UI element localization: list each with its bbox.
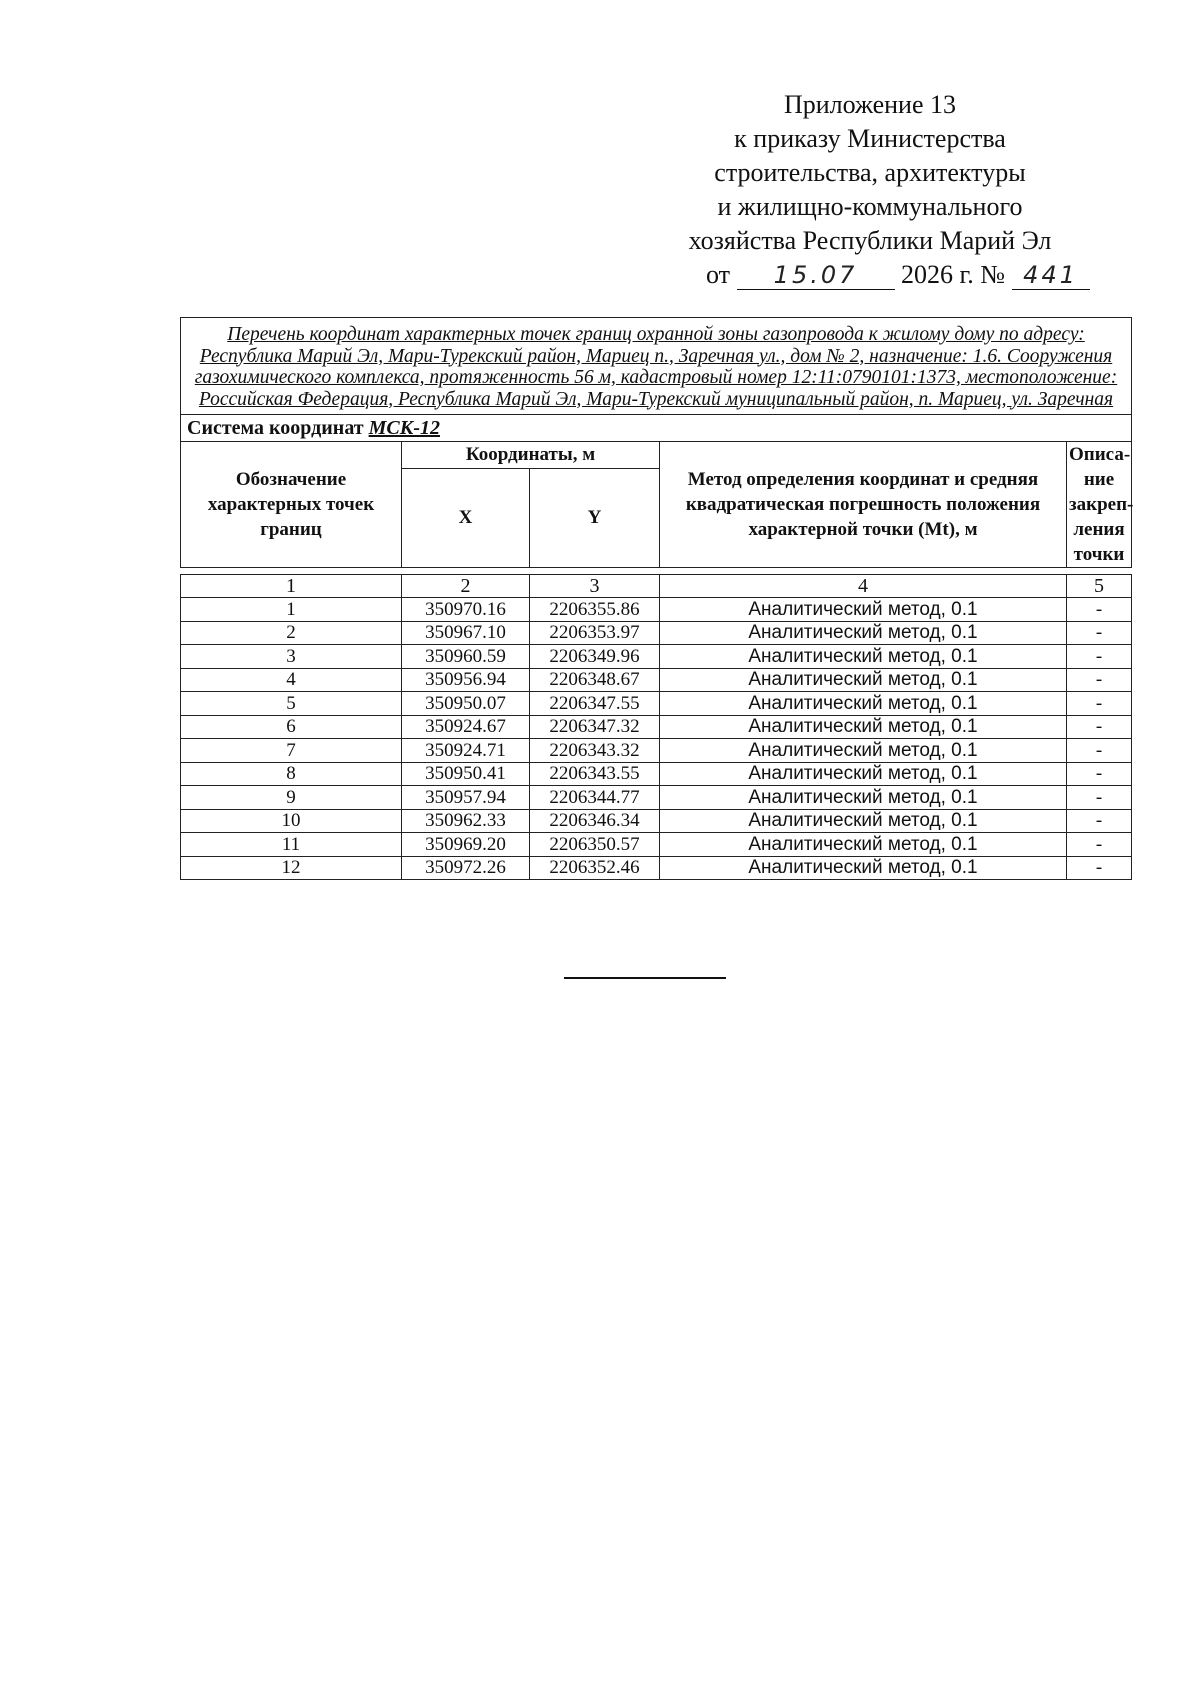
column-number: 4	[660, 575, 1067, 598]
x-coordinate-cell: 350970.16	[402, 598, 530, 622]
method-cell: Аналитический метод, 0.1	[660, 762, 1067, 786]
x-coordinate-cell: 350950.07	[402, 692, 530, 716]
method-cell: Аналитический метод, 0.1	[660, 645, 1067, 669]
method-cell: Аналитический метод, 0.1	[660, 809, 1067, 833]
point-cell: 9	[181, 786, 402, 810]
handwritten-date: 15.07	[737, 261, 895, 290]
x-coordinate-cell: 350969.20	[402, 833, 530, 857]
handwritten-order-number: 441	[1012, 261, 1090, 290]
column-number: 1	[181, 575, 402, 598]
y-coordinate-cell: 2206347.32	[530, 715, 660, 739]
point-cell: 12	[181, 856, 402, 880]
column-number: 5	[1067, 575, 1132, 598]
description-cell: -	[1067, 739, 1132, 763]
appendix-title: Приложение 13	[783, 90, 957, 119]
header-coordinates: Координаты, м	[402, 442, 660, 469]
table-row	[181, 786, 1132, 810]
appendix-ministry-line: строительства, архитектуры	[714, 158, 1026, 187]
description-cell: -	[1067, 762, 1132, 786]
table-caption: Перечень координат характерных точек границ охранной зоны газопровода к жилому дому по адресу: Республика Марий Эл, Мари-Турекский район, Мариец п., Заречная ул., дом № 2, назначение: 1.6. Сооружения газохимического комплекса, протяженность 56 м, кадастровый номер 12:11:0790101:1373, местоположение: Российская Федерация, Республика Марий Эл, Мари-Турекский муниципальный район, п. Мариец, ул. Заречная	[181, 318, 1132, 415]
table-row	[181, 645, 1132, 669]
point-cell: 4	[181, 668, 402, 692]
column-number: 2	[402, 575, 530, 598]
table-row	[181, 715, 1132, 739]
x-coordinate-cell: 350950.41	[402, 762, 530, 786]
column-number: 3	[530, 575, 660, 598]
description-cell: -	[1067, 621, 1132, 645]
method-cell: Аналитический метод, 0.1	[660, 786, 1067, 810]
header-gap	[181, 568, 1132, 575]
coordinate-system-label: Система координат	[187, 416, 364, 439]
y-coordinate-cell: 2206349.96	[530, 645, 660, 669]
description-cell: -	[1067, 645, 1132, 669]
header-x: X	[402, 468, 530, 567]
point-cell: 3	[181, 645, 402, 669]
column-number-row	[181, 575, 1132, 598]
appendix-ministry-line-2: и жилищно-коммунального	[717, 192, 1023, 221]
end-divider	[564, 977, 726, 979]
description-cell: -	[1067, 833, 1132, 857]
description-cell: -	[1067, 856, 1132, 880]
description-cell: -	[1067, 668, 1132, 692]
coordinate-system-row	[181, 415, 1132, 442]
table-row	[181, 621, 1132, 645]
table-row	[181, 809, 1132, 833]
point-cell: 1	[181, 598, 402, 622]
header-row-1	[181, 442, 1132, 469]
x-coordinate-cell: 350972.26	[402, 856, 530, 880]
point-cell: 2	[181, 621, 402, 645]
order-date-line	[640, 258, 1100, 292]
x-coordinate-cell: 350924.67	[402, 715, 530, 739]
y-coordinate-cell: 2206353.97	[530, 621, 660, 645]
header-method: Метод определения координат и средняя квадратическая погрешность положения характерной точки (Mt), м	[660, 442, 1067, 568]
header-point: Обозначение характерных точек границ	[181, 442, 402, 568]
point-cell: 6	[181, 715, 402, 739]
appendix-order-line: к приказу Министерства	[734, 124, 1006, 153]
point-cell: 8	[181, 762, 402, 786]
x-coordinate-cell: 350924.71	[402, 739, 530, 763]
caption-row	[181, 318, 1132, 415]
appendix-ministry-line-3: хозяйства Республики Марий Эл	[688, 226, 1052, 255]
table-row	[181, 833, 1132, 857]
description-cell: -	[1067, 809, 1132, 833]
header-y: Y	[530, 468, 660, 567]
y-coordinate-cell: 2206347.55	[530, 692, 660, 716]
x-coordinate-cell: 350960.59	[402, 645, 530, 669]
point-cell: 11	[181, 833, 402, 857]
y-coordinate-cell: 2206346.34	[530, 809, 660, 833]
header-description: Описа-ние закреп-ления точки	[1067, 442, 1132, 568]
table-row	[181, 668, 1132, 692]
x-coordinate-cell: 350962.33	[402, 809, 530, 833]
method-cell: Аналитический метод, 0.1	[660, 668, 1067, 692]
table-row	[181, 598, 1132, 622]
method-cell: Аналитический метод, 0.1	[660, 692, 1067, 716]
description-cell: -	[1067, 786, 1132, 810]
header-gap-cell	[181, 568, 1132, 575]
year-label: 2026 г. №	[901, 260, 1006, 289]
table-row	[181, 692, 1132, 716]
point-cell: 10	[181, 809, 402, 833]
method-cell: Аналитический метод, 0.1	[660, 739, 1067, 763]
y-coordinate-cell: 2206355.86	[530, 598, 660, 622]
coordinate-system	[181, 415, 1132, 442]
y-coordinate-cell: 2206348.67	[530, 668, 660, 692]
table-row	[181, 856, 1132, 880]
point-cell: 5	[181, 692, 402, 716]
coordinates-table	[180, 317, 1132, 880]
y-coordinate-cell: 2206350.57	[530, 833, 660, 857]
method-cell: Аналитический метод, 0.1	[660, 715, 1067, 739]
y-coordinate-cell: 2206344.77	[530, 786, 660, 810]
method-cell: Аналитический метод, 0.1	[660, 856, 1067, 880]
x-coordinate-cell: 350957.94	[402, 786, 530, 810]
description-cell: -	[1067, 598, 1132, 622]
description-cell: -	[1067, 715, 1132, 739]
method-cell: Аналитический метод, 0.1	[660, 598, 1067, 622]
x-coordinate-cell: 350967.10	[402, 621, 530, 645]
method-cell: Аналитический метод, 0.1	[660, 833, 1067, 857]
table-row	[181, 739, 1132, 763]
method-cell: Аналитический метод, 0.1	[660, 621, 1067, 645]
y-coordinate-cell: 2206352.46	[530, 856, 660, 880]
point-cell: 7	[181, 739, 402, 763]
y-coordinate-cell: 2206343.32	[530, 739, 660, 763]
x-coordinate-cell: 350956.94	[402, 668, 530, 692]
appendix-header	[640, 88, 1100, 292]
table-row	[181, 762, 1132, 786]
from-label: от	[706, 260, 731, 289]
y-coordinate-cell: 2206343.55	[530, 762, 660, 786]
coordinate-system-name: МСК-12	[368, 416, 440, 439]
description-cell: -	[1067, 692, 1132, 716]
